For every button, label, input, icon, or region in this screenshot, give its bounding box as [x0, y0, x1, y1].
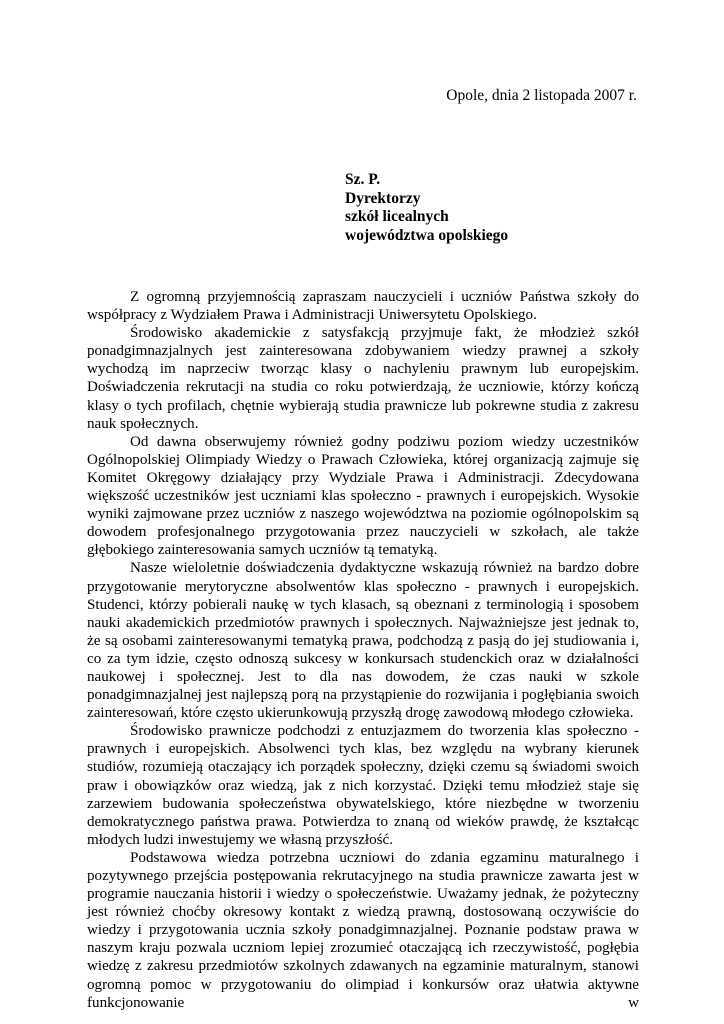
body-paragraph-didactic-experience: Nasze wieloletnie doświadczenia dydaktyczne wskazują również na bardzo dobre przygotowanie merytoryczne absolwentów klas społeczno - prawnych i europejskich. Studenci, którzy pobierali naukę w tych klasach, są obeznani z terminologią i sposobem nauki akademickich przedmiotów prawnych i społecznych. Najważniejsze jest jednak to, że są osobami zainteresowanymi tematyką prawa, podchodzą z pasją do jej studiowania i, co za tym idzie, często odnoszą sukcesy w konkursach studenckich oraz w działalności naukowej i społecznej. Jest to dla nas dowodem, że czas nauki w szkole ponadgimnazjalnej jest najlepszą porą na przystąpienie do rozwijania i pogłębiania swoich zainteresowań, które często ukierunkowują przyszłą drogę zawodową młodego człowieka.: [87, 560, 639, 722]
addressee-salutation: Sz. P.: [345, 171, 381, 188]
addressee-block: [345, 171, 508, 245]
addressee-region: województwa opolskiego: [345, 226, 509, 244]
body-paragraph-legal-community: Środowisko prawnicze podchodzi z entuzjazmem do tworzenia klas społeczno - prawnych i europejskich. Absolwenci tych klas, bez względu na wybrany kierunek studiów, rozumieją otaczający ich porządek społeczny, dzięki czemu są świadomi swoich praw i obowiązków oraz wiedzą, jak z nich korzystać. Dzięki temu młodzież staje się zarzewiem budowania społeczeństwa obywatelskiego, które niezbędne w tworzeniu demokratycznego państwa prawa. Potwierdza to znaną od wieków prawdę, że kształcąc młodych ludzi inwestujemy we własną przyszłość.: [87, 723, 639, 848]
addressee-institution: szkół licealnych: [345, 208, 449, 225]
body-paragraph-olympiad: Od dawna obserwujemy również godny podziwu poziom wiedzy uczestników Ogólnopolskiej Olimpiady Wiedzy o Prawach Człowieka, której organizacją zajmuje się Komitet Okręgowy działający przy Wydziale Prawa i Administracji. Zdecydowana większość uczestników jest uczniami klas społeczno - prawnych i europejskich. Wysokie wyniki zajmowane przez uczniów z naszego województwa na poziomie ogólnopolskim są dowodem profesjonalnego przygotowania przez nauczycieli w szkołach, ale także głębokiego zainteresowania samych uczniów tą tematyką.: [87, 433, 639, 559]
body-paragraph-academic-environment: Środowisko akademickie z satysfakcją przyjmuje fakt, że młodzież szkół ponadgimnazjalnych jest zainteresowana zdobywaniem wiedzy prawnej a szkoły wychodzą im naprzeciw tworząc klasy o nachyleniu prawnym lub europejskim. Doświadczenia rekrutacji na studia co roku potwierdzają, że uczniowie, którzy kończą klasy o tych profilach, chętnie wybierają studia prawnicze lub pokrewne studia z zakresu nauk społecznych.: [87, 325, 639, 432]
body-paragraph-invitation: Z ogromną przyjemnością zapraszam nauczycieli i uczniów Państwa szkoły do współpracy z Wydziałem Prawa i Administracji Uniwersytetu Opolskiego.: [87, 289, 639, 324]
letter-body: [87, 288, 639, 1012]
addressee-title: Dyrektorzy: [345, 189, 421, 207]
letter-date: Opole, dnia 2 listopada 2007 r.: [446, 87, 637, 104]
body-paragraph-basic-knowledge: Podstawowa wiedza potrzebna uczniowi do zdania egzaminu maturalnego i pozytywnego przejścia postępowania rekrutacyjnego na studia prawnicze zawarta jest w programie nauczania historii i wiedzy o społeczeństwie. Uważamy jednak, że pożyteczny jest również choćby okresowy kontakt z wiedzą prawną, dostosowaną oczywiście do wiedzy i przygotowania ucznia szkoły ponadgimnazjalnej. Poznanie podstaw prawa w naszym kraju pozwala uczniom lepiej zrozumieć otaczającą ich rzeczywistość, pogłębia wiedzę z zakresu przedmiotów szkolnych zdawanych na egzaminie maturalnym, stanowi ogromną pomoc w przygotowaniu do olimpiad i konkursów oraz ułatwia aktywne funkcjonowanie w: [87, 849, 639, 1011]
